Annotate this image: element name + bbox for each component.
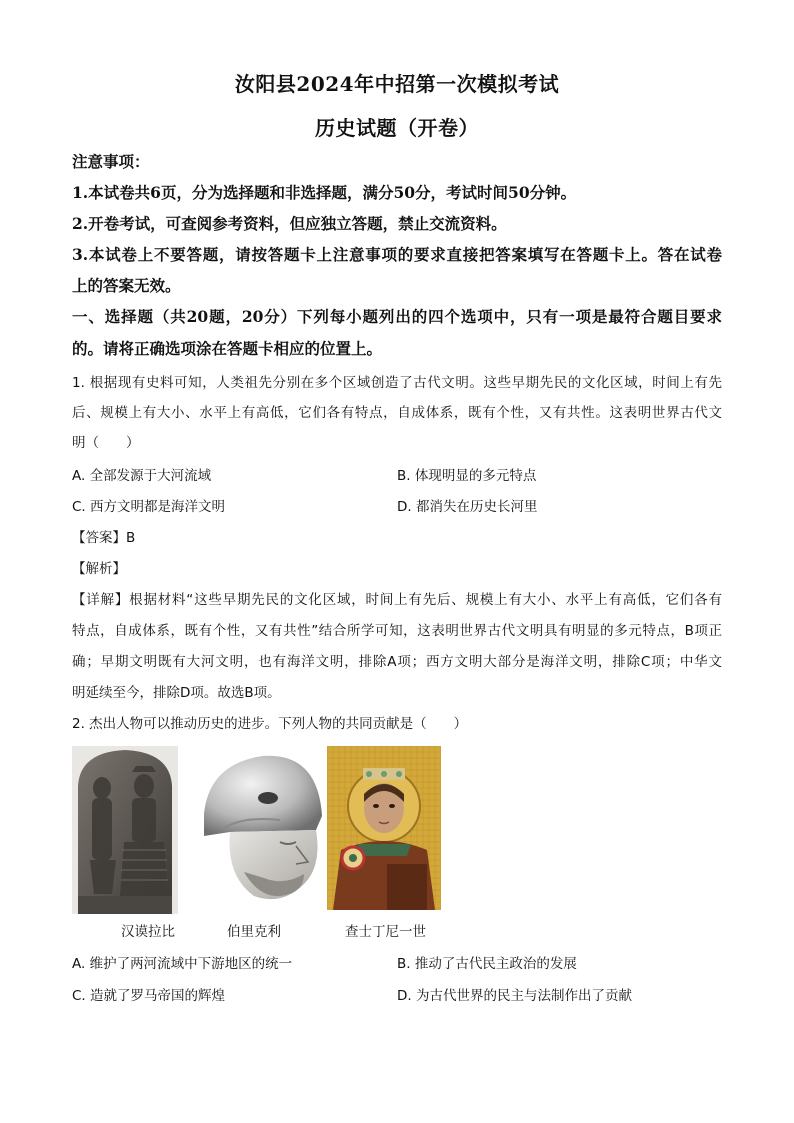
q2-option-b: B. 推动了古代民主政治的发展 bbox=[397, 956, 577, 972]
q1-analysis-tag: 【解析】 bbox=[72, 561, 126, 577]
answer-value: B bbox=[126, 530, 136, 546]
exam-title: 汝阳县2024年中招第一次模拟考试 bbox=[234, 72, 560, 96]
q1-stem-line2: 后、规模上有大小、水平上有高低，它们各有特点，自成体系，既有个性，又有共性。这表明世界古代文 bbox=[72, 405, 722, 421]
justinian-mosaic-image bbox=[327, 746, 441, 910]
q1-option-b: B. 体现明显的多元特点 bbox=[397, 468, 537, 484]
caption-pericles: 伯里克利 bbox=[227, 924, 281, 940]
q1-option-d: D. 都消失在历史长河里 bbox=[397, 499, 538, 515]
hammurabi-stele-image bbox=[72, 746, 178, 914]
caption-justinian: 查士丁尼一世 bbox=[345, 924, 426, 940]
q2-option-d: D. 为古代世界的民主与法制作出了贡献 bbox=[397, 988, 632, 1004]
notes-heading: 注意事项： bbox=[72, 152, 150, 171]
section1-heading-line1: 一、选择题（共20题，20分）下列每小题列出的四个选项中，只有一项是最符合题目要求 bbox=[72, 307, 722, 326]
answer-tag: 【答案】 bbox=[72, 530, 126, 546]
detail-text-1: 根据材料“这些早期先民的文化区域，时间上有先后、规模上有大小、水平上有高低，它们各有 bbox=[129, 592, 722, 608]
q2-option-a: A. 维护了两河流域中下游地区的统一 bbox=[72, 956, 293, 972]
notes-item-3-line1: 3.本试卷上不要答题，请按答题卡上注意事项的要求直接把答案填写在答题卡上。答在试卷 bbox=[72, 245, 722, 264]
detail-tag: 【详解】 bbox=[72, 592, 130, 608]
q2-stem: 2. 杰出人物可以推动历史的进步。下列人物的共同贡献是（ ） bbox=[72, 716, 468, 732]
q1-detail-line2: 特点，自成体系，既有个性，又有共性”结合所学可知，这表明世界古代文明具有明显的多元特点，B项正 bbox=[72, 623, 722, 639]
q1-detail-line4: 明延续至今，排除D项。故选B项。 bbox=[72, 685, 281, 701]
q1-answer-line bbox=[72, 526, 722, 546]
q1-detail-line1 bbox=[72, 588, 722, 608]
q2-option-c: C. 造就了罗马帝国的辉煌 bbox=[72, 988, 226, 1004]
q1-detail-line3: 确；早期文明既有大河文明，也有海洋文明，排除A项；西方文明大部分是海洋文明，排除C项；中华文 bbox=[72, 654, 722, 670]
q1-option-a: A. 全部发源于大河流域 bbox=[72, 468, 212, 484]
exam-subtitle: 历史试题（开卷） bbox=[315, 116, 479, 140]
section1-heading-line2: 的。请将正确选项涂在答题卡相应的位置上。 bbox=[72, 339, 383, 358]
caption-hammurabi: 汉谟拉比 bbox=[121, 924, 175, 940]
notes-item-3-line2: 上的答案无效。 bbox=[72, 276, 181, 295]
pericles-bust-image bbox=[184, 746, 324, 910]
notes-item-1: 1.本试卷共6页，分为选择题和非选择题，满分50分，考试时间50分钟。 bbox=[72, 183, 577, 202]
notes-item-2: 2.开卷考试，可查阅参考资料，但应独立答题，禁止交流资料。 bbox=[72, 214, 507, 233]
q1-option-c: C. 西方文明都是海洋文明 bbox=[72, 499, 226, 515]
q1-stem-line1: 1. 根据现有史料可知，人类祖先分别在多个区域创造了古代文明。这些早期先民的文化区域，时间上有先 bbox=[72, 375, 722, 391]
q1-stem-line3: 明（ ） bbox=[72, 435, 140, 451]
